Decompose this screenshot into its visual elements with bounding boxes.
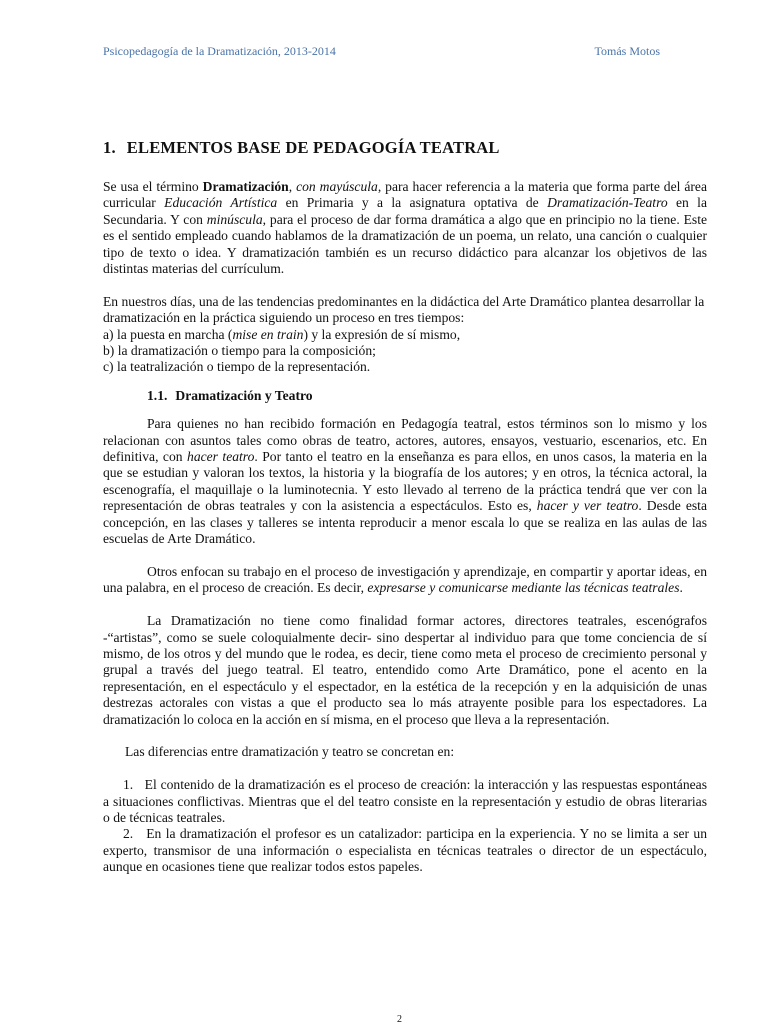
text-run: . [679, 580, 683, 596]
section-title: ELEMENTOS BASE DE PEDAGOGÍA TEATRAL [126, 138, 500, 157]
list-text: En la dramatización el profesor es un catalizador: participa en la experiencia. Y no se limita a ser un experto, transmisor de una información o especialista en técnicas teatrales o director de un espectáculo, aunque en ocasiones tiene que realizar todos estos papeles. [103, 826, 707, 875]
list-item-a: a) la puesta en marcha ( [103, 326, 233, 342]
section-heading [103, 138, 707, 158]
header-course-title: Psicopedagogía de la Dramatización, 2013-2014 [103, 44, 336, 58]
text-bold: Dramatización [202, 179, 289, 194]
document-body [103, 138, 707, 876]
text-run: Para quienes no han recibido formación en Pedagogía teatral, estos términos son lo mismo y los relacionan con asuntos tales como obras de teatro, actores, autores, ensayos, vestuario, escenarios, etc. En definitiva, con [103, 416, 707, 465]
subsection-number: 1.1. [147, 387, 168, 403]
list-text: El contenido de la dramatización es el proceso de creación: la interacción y las respuestas espontáneas a situaciones conflictivas. Mientras que el del teatro consiste en la representación y estudio de obras literarias o de técnicas teatrales. [103, 777, 707, 825]
text-run: . Por tanto el teatro en la enseñanza es para ellos, en unos casos, la materia en la que se estudian y valoran los textos, la historia y la biografía de los autores; y en otros, la técnica actoral, la escenografía, el maquillaje o la luminotecnia. Y esto llevado al terreno de la práctica tendrá que ver con la representación de obras teatrales y con la asistencia a espectáculos. Esto es, [103, 449, 708, 514]
text-italic: hacer y ver teatro [536, 498, 639, 514]
text-run: Se usa el término [103, 179, 203, 194]
text-run: en Primaria y a la asignatura optativa de [277, 195, 548, 211]
text-italic: Educación Artística [164, 195, 278, 211]
list-number: 1. [123, 777, 134, 793]
page-header [103, 44, 660, 60]
text-run: En nuestros días, una de las tendencias predominantes en la didáctica del Arte Dramático plantea desarrollar la dramatización en la práctica siguiendo un proceso en tres tiempos: [103, 293, 705, 326]
list-number: 2. [123, 826, 134, 842]
text-italic: expresarse y comunicarse mediante las técnicas teatrales [367, 580, 680, 596]
text-italic: con mayúscula [296, 179, 378, 194]
paragraph-definition [103, 179, 707, 277]
header-author: Tomás Motos [594, 44, 660, 58]
text-run: . Desde esta concepción, en las clases y talleres se intenta reproducir a menor escala lo que se realiza en las aulas de las escuelas de Arte Dramático. [103, 498, 707, 547]
text-italic: minúscula [206, 211, 263, 227]
list-item [103, 826, 707, 875]
paragraph-dramatization-purpose: La Dramatización no tiene como finalidad formar actores, directores teatrales, escenógrafos -“artistas”, como se suele coloquialmente decir- sino despertar al individuo para que tome conciencia de sí mismo, de los otros y del mundo que le rodea, es decir, tiene como meta el proceso de crecimiento personal y grupal a través del juego teatral. El teatro, entendido como Arte Dramático, pone el acento en la representación, en el espectáculo y el espectador, en la estética de la recepción y en la adquisición de unas destrezas actorales con vistas a que el producto sea lo más atrayente posible para los espectadores. La dramatización lo coloca en la acción en sí misma, en el proceso que lleva a la representación. [103, 613, 707, 727]
text-run: Otros enfocan su trabajo en el proceso de investigación y aprendizaje, en compartir y aportar ideas, en una palabra, en el proceso de creación. Es decir, [103, 563, 707, 596]
page-number: 2 [397, 1014, 402, 1025]
list-item-b: b) la dramatización o tiempo para la composición; [103, 343, 376, 359]
list-item [103, 777, 707, 826]
subsection-heading [147, 388, 707, 404]
text-run: , para el proceso de dar forma dramática a algo que en principio no la tiene. Este es el sentido empleado cuando hablamos de la dramatización de un poema, un relato, una canción o cualquier tipo de texto o idea. Y dramatización también es un recurso didáctico para alcanzar los objetivos de las distintas materias del currículum. [103, 211, 707, 277]
text-italic: Dramatización-Teatro [547, 195, 668, 211]
section-number: 1. [103, 138, 116, 157]
text-run: , para hacer referencia a la materia que forma parte del área curricular [103, 179, 707, 211]
paragraph-theatre-concept [103, 416, 707, 547]
text-run: ) y la expresión de sí mismo, [303, 326, 461, 342]
paragraph-tendencies [103, 294, 707, 376]
paragraph-creation-process [103, 564, 707, 597]
text-run: en la Secundaria. Y con [103, 195, 707, 227]
paragraph-differences-intro: Las diferencias entre dramatización y teatro se concretan en: [125, 744, 455, 760]
text-italic: mise en train [232, 326, 304, 342]
text-run: , [288, 179, 297, 194]
text-italic: hacer teatro [187, 449, 255, 465]
subsection-title: Dramatización y Teatro [175, 387, 313, 403]
list-item-c: c) la teatralización o tiempo de la representación. [103, 359, 371, 375]
